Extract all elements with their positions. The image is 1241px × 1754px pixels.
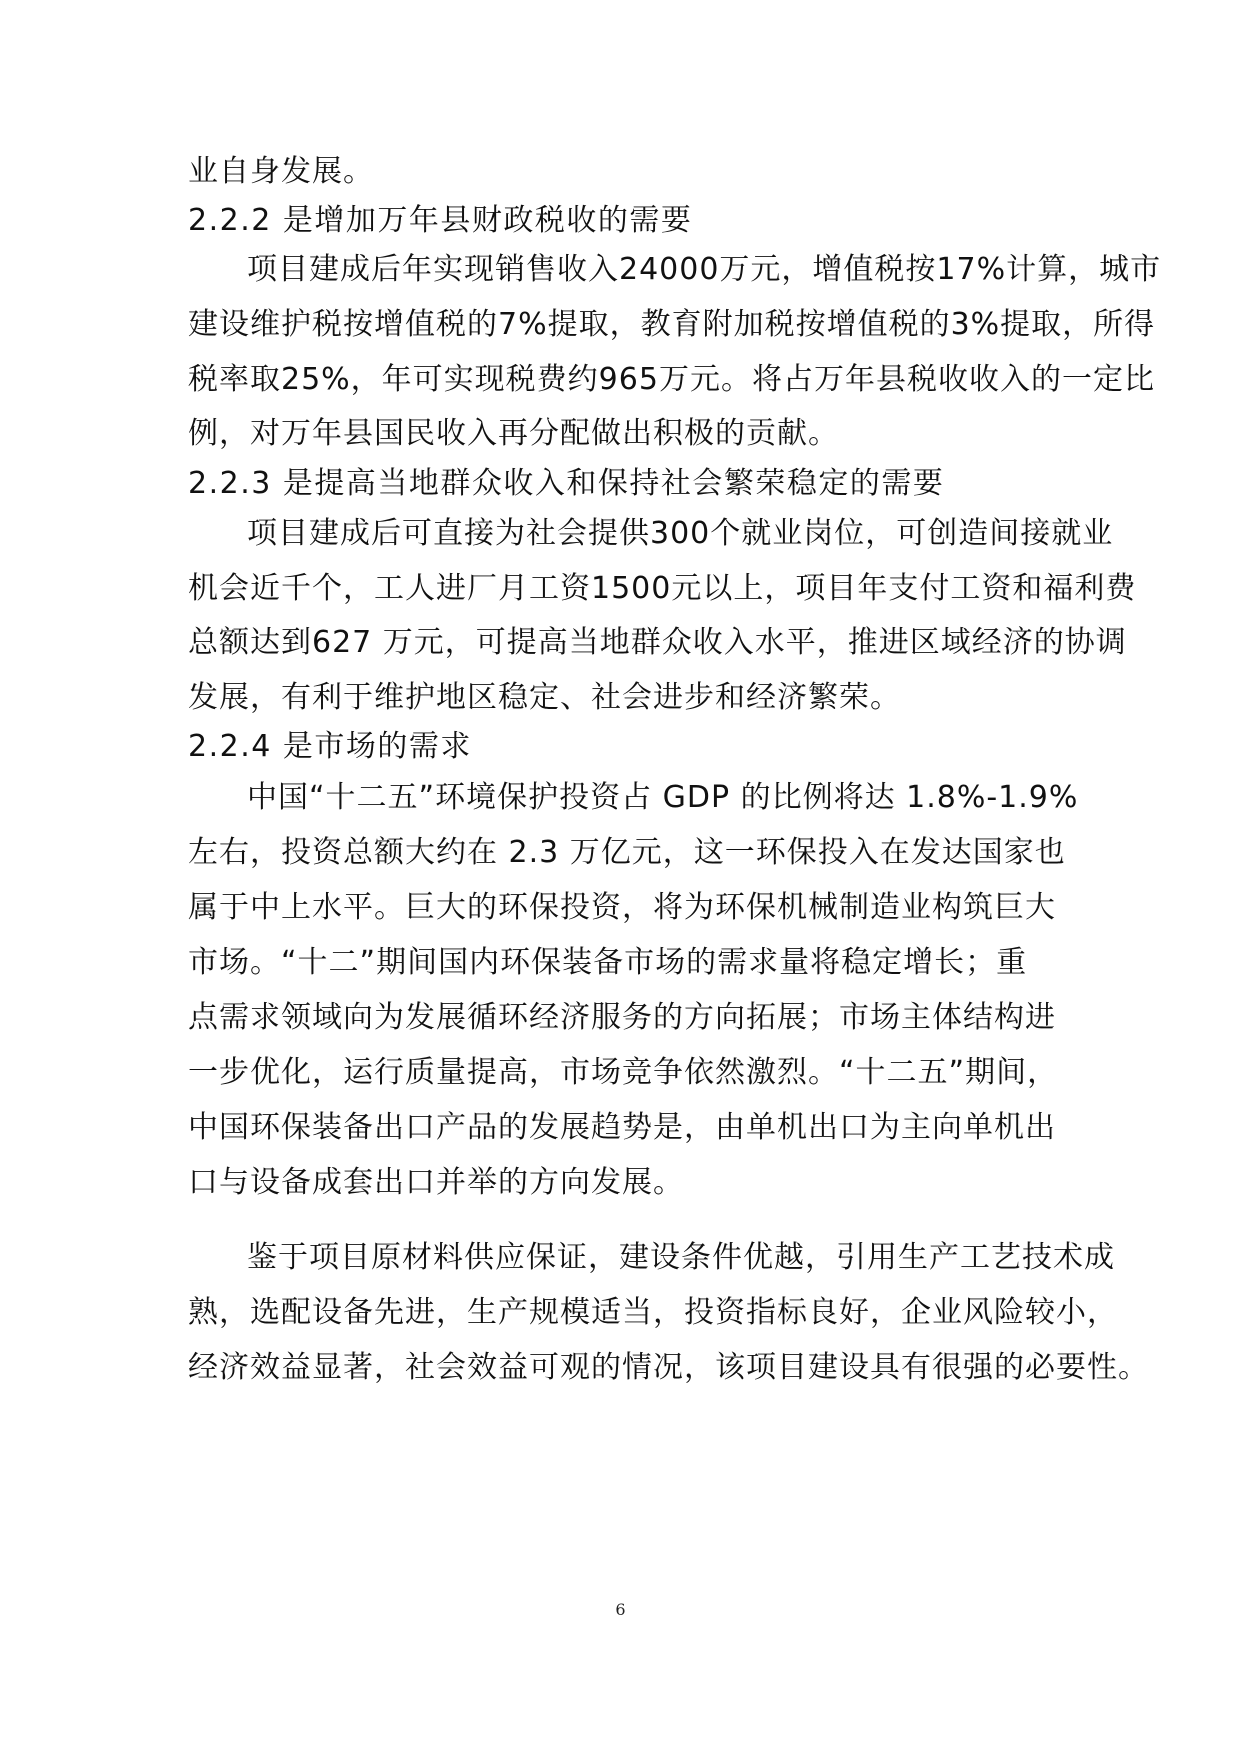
paragraph-line: 建设维护税按增值税的7%提取，教育附加税按增值税的3%提取，所得 (188, 307, 1156, 342)
paragraph-line: 发展，有利于维护地区稳定、社会进步和经济繁荣。 (188, 680, 901, 715)
paragraph-line: 属于中上水平。巨大的环保投资，将为环保机械制造业构筑巨大 (188, 890, 1056, 925)
paragraph-line: 项目建成后可直接为社会提供300个就业岗位，可创造间接就业 (247, 516, 1114, 551)
conclusion-line: 鉴于项目原材料供应保证，建设条件优越，引用生产工艺技术成 (247, 1240, 1115, 1275)
paragraph-line: 一步优化，运行质量提高，市场竞争依然激烈。“十二五”期间， (188, 1055, 1059, 1090)
paragraph-line: 中国“十二五”环境保护投资占 GDP 的比例将达 1.8%-1.9% (247, 780, 1079, 815)
page-number: 6 (615, 1600, 626, 1619)
paragraph-line: 左右，投资总额大约在 2.3 万亿元，这一环保投入在发达国家也 (188, 835, 1066, 870)
paragraph-line: 机会近千个，工人进厂月工资1500元以上，项目年支付工资和福利费 (188, 571, 1137, 606)
paragraph-line: 税率取25%，年可实现税费约965万元。将占万年县税收收入的一定比 (188, 362, 1155, 397)
conclusion-line: 经济效益显著，社会效益可观的情况，该项目建设具有很强的必要性。 (188, 1350, 1149, 1385)
paragraph-line: 总额达到627 万元，可提高当地群众收入水平，推进区域经济的协调 (188, 625, 1127, 660)
paragraph-line: 市场。“十二”期间国内环保装备市场的需求量将稳定增长；重 (188, 945, 1028, 980)
paragraph-line: 中国环保装备出口产品的发展趋势是，由单机出口为主向单机出 (188, 1110, 1056, 1145)
conclusion-line: 熟，选配设备先进，生产规模适当，投资指标良好，企业风险较小， (188, 1295, 1118, 1330)
paragraph-line: 项目建成后年实现销售收入24000万元，增值税按17%计算，城市 (247, 252, 1162, 287)
section-heading-2-2-3: 2.2.3 是提高当地群众收入和保持社会繁荣稳定的需要 (188, 466, 945, 501)
paragraph-line: 口与设备成套出口并举的方向发展。 (188, 1165, 684, 1200)
paragraph-line: 例，对万年县国民收入再分配做出积极的贡献。 (188, 416, 839, 451)
section-heading-2-2-2: 2.2.2 是增加万年县财政税收的需要 (188, 203, 693, 238)
section-heading-2-2-4: 2.2.4 是市场的需求 (188, 729, 472, 764)
paragraph-continuation-line: 业自身发展。 (188, 154, 374, 189)
paragraph-line: 点需求领域向为发展循环经济服务的方向拓展；市场主体结构进 (188, 1000, 1056, 1035)
